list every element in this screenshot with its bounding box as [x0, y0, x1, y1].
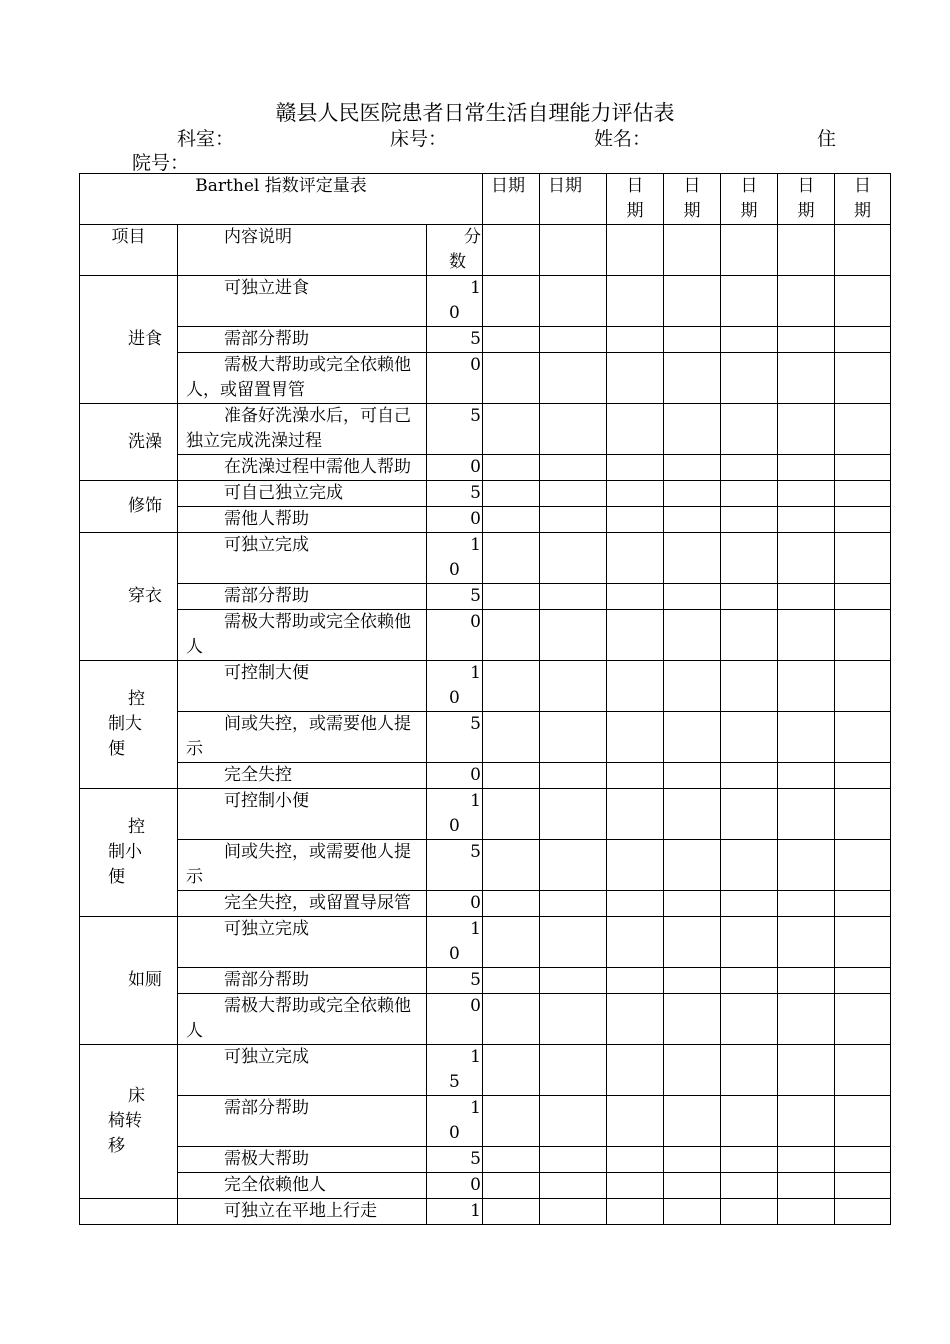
item-description: 可独立完成 — [178, 917, 427, 968]
table-row — [80, 276, 891, 327]
score-entry-cell[interactable] — [835, 1199, 891, 1225]
item-name-cell: 控制小便 — [80, 789, 178, 917]
score-entry-cell[interactable] — [540, 481, 607, 507]
table-row — [80, 891, 891, 917]
date-entry-cell[interactable] — [778, 225, 835, 276]
item-name-cell: 如厕 — [80, 917, 178, 1045]
score-value: 1 0 — [427, 789, 483, 840]
score-entry-cell[interactable] — [540, 610, 607, 661]
date-entry-cell[interactable] — [483, 225, 540, 276]
score-value: 1 0 — [427, 276, 483, 327]
table-row — [80, 353, 891, 404]
score-entry-cell[interactable] — [607, 276, 664, 327]
score-entry-cell[interactable] — [540, 1096, 607, 1147]
date-header: 日 期 — [778, 174, 835, 225]
item-name-cell: 控制大便 — [80, 661, 178, 789]
score-entry-cell[interactable] — [778, 891, 835, 917]
score-entry-cell[interactable] — [778, 1147, 835, 1173]
score-entry-cell[interactable] — [835, 840, 891, 891]
score-entry-cell[interactable] — [664, 968, 721, 994]
score-entry-cell[interactable] — [664, 789, 721, 840]
score-entry-cell[interactable] — [540, 533, 607, 584]
score-entry-cell[interactable] — [721, 533, 778, 584]
date-entry-cell[interactable] — [664, 225, 721, 276]
score-entry-cell[interactable] — [607, 1096, 664, 1147]
score-entry-cell[interactable] — [540, 1147, 607, 1173]
table-row — [80, 712, 891, 763]
date-header: 日期 — [483, 174, 540, 225]
table-row — [80, 1199, 891, 1225]
score-entry-cell[interactable] — [835, 507, 891, 533]
score-value: 1 0 — [427, 661, 483, 712]
score-value: 1 0 — [427, 533, 483, 584]
date-entry-cell[interactable] — [835, 225, 891, 276]
score-entry-cell[interactable] — [607, 840, 664, 891]
score-entry-cell[interactable] — [721, 276, 778, 327]
table-row — [80, 763, 891, 789]
score-entry-cell[interactable] — [607, 353, 664, 404]
score-entry-cell[interactable] — [778, 917, 835, 968]
score-entry-cell[interactable] — [721, 968, 778, 994]
dept-label: 科室： — [177, 128, 235, 150]
table-row — [80, 1096, 891, 1147]
score-entry-cell[interactable] — [778, 276, 835, 327]
table-row — [80, 1173, 891, 1199]
item-name-cell: 洗澡 — [80, 404, 178, 481]
score-entry-cell[interactable] — [540, 891, 607, 917]
score-entry-cell[interactable] — [607, 1147, 664, 1173]
score-entry-cell[interactable] — [664, 1173, 721, 1199]
score-entry-cell[interactable] — [778, 763, 835, 789]
score-entry-cell[interactable] — [721, 455, 778, 481]
score-entry-cell[interactable] — [778, 968, 835, 994]
bed-label: 床号： — [390, 128, 448, 150]
score-entry-cell[interactable] — [540, 276, 607, 327]
score-entry-cell[interactable] — [721, 584, 778, 610]
score-entry-cell[interactable] — [607, 533, 664, 584]
score-entry-cell[interactable] — [664, 763, 721, 789]
score-entry-cell[interactable] — [664, 1045, 721, 1096]
score-value: 5 — [427, 712, 483, 763]
score-entry-cell[interactable] — [607, 584, 664, 610]
score-entry-cell[interactable] — [483, 1045, 540, 1096]
score-value: 0 — [427, 994, 483, 1045]
score-entry-cell[interactable] — [721, 404, 778, 455]
score-entry-cell[interactable] — [540, 661, 607, 712]
score-entry-cell[interactable] — [483, 891, 540, 917]
page-title: 赣县人民医院患者日常生活自理能力评估表 — [275, 101, 675, 125]
score-entry-cell[interactable] — [607, 1173, 664, 1199]
item-description: 间或失控，或需要他人提示 — [178, 840, 427, 891]
score-entry-cell[interactable] — [540, 1045, 607, 1096]
score-entry-cell[interactable] — [835, 968, 891, 994]
item-description: 间或失控，或需要他人提示 — [178, 712, 427, 763]
score-entry-cell[interactable] — [835, 610, 891, 661]
score-entry-cell[interactable] — [835, 789, 891, 840]
score-value: 1 0 — [427, 917, 483, 968]
item-description: 需极大帮助或完全依赖他人，或留置胃管 — [178, 353, 427, 404]
score-entry-cell[interactable] — [778, 353, 835, 404]
score-entry-cell[interactable] — [483, 968, 540, 994]
date-header: 日 期 — [607, 174, 664, 225]
table-row — [80, 404, 891, 455]
score-entry-cell[interactable] — [607, 712, 664, 763]
table-row — [80, 917, 891, 968]
score-entry-cell[interactable] — [835, 327, 891, 353]
admission-no-label-part1: 住 — [817, 128, 837, 150]
score-value: 5 — [427, 327, 483, 353]
score-entry-cell[interactable] — [721, 1045, 778, 1096]
header-row-2 — [80, 225, 891, 276]
score-value: 5 — [427, 840, 483, 891]
date-entry-cell[interactable] — [540, 225, 607, 276]
score-entry-cell[interactable] — [721, 763, 778, 789]
table-row — [80, 840, 891, 891]
score-entry-cell[interactable] — [664, 327, 721, 353]
score-entry-cell[interactable] — [607, 891, 664, 917]
score-entry-cell[interactable] — [540, 455, 607, 481]
score-entry-cell[interactable] — [721, 789, 778, 840]
score-entry-cell[interactable] — [483, 1147, 540, 1173]
score-entry-cell[interactable] — [835, 1173, 891, 1199]
score-entry-cell[interactable] — [607, 789, 664, 840]
table-row — [80, 661, 891, 712]
score-value: 1 — [427, 1199, 483, 1225]
score-entry-cell[interactable] — [664, 1199, 721, 1225]
score-entry-cell[interactable] — [483, 533, 540, 584]
score-entry-cell[interactable] — [778, 327, 835, 353]
score-value: 0 — [427, 763, 483, 789]
item-description: 需他人帮助 — [178, 507, 427, 533]
score-entry-cell[interactable] — [721, 507, 778, 533]
score-entry-cell[interactable] — [483, 584, 540, 610]
score-entry-cell[interactable] — [664, 276, 721, 327]
score-entry-cell[interactable] — [835, 1096, 891, 1147]
score-entry-cell[interactable] — [540, 353, 607, 404]
score-entry-cell[interactable] — [664, 917, 721, 968]
score-value: 0 — [427, 455, 483, 481]
score-entry-cell[interactable] — [483, 610, 540, 661]
score-entry-cell[interactable] — [778, 404, 835, 455]
score-entry-cell[interactable] — [664, 533, 721, 584]
item-description: 准备好洗澡水后，可自己独立完成洗澡过程 — [178, 404, 427, 455]
score-value: 5 — [427, 968, 483, 994]
score-entry-cell[interactable] — [483, 455, 540, 481]
score-entry-cell[interactable] — [778, 481, 835, 507]
item-name-cell: 床椅转移 — [80, 1045, 178, 1199]
score-entry-cell[interactable] — [664, 840, 721, 891]
table-row — [80, 1147, 891, 1173]
table-row — [80, 610, 891, 661]
score-entry-cell[interactable] — [664, 584, 721, 610]
score-entry-cell[interactable] — [664, 481, 721, 507]
score-column-header: 分 数 — [427, 225, 483, 276]
score-value: 5 — [427, 584, 483, 610]
item-description: 完全依赖他人 — [178, 1173, 427, 1199]
score-entry-cell[interactable] — [835, 891, 891, 917]
score-entry-cell[interactable] — [540, 1173, 607, 1199]
item-description: 可自己独立完成 — [178, 481, 427, 507]
score-entry-cell[interactable] — [835, 584, 891, 610]
item-description: 可独立完成 — [178, 1045, 427, 1096]
score-entry-cell[interactable] — [483, 712, 540, 763]
score-entry-cell[interactable] — [721, 481, 778, 507]
score-entry-cell[interactable] — [483, 404, 540, 455]
date-entry-cell[interactable] — [607, 225, 664, 276]
score-entry-cell[interactable] — [607, 610, 664, 661]
score-entry-cell[interactable] — [540, 1199, 607, 1225]
score-entry-cell[interactable] — [483, 1096, 540, 1147]
score-entry-cell[interactable] — [721, 661, 778, 712]
score-entry-cell[interactable] — [721, 1199, 778, 1225]
score-entry-cell[interactable] — [721, 610, 778, 661]
item-description: 需部分帮助 — [178, 1096, 427, 1147]
table-row — [80, 327, 891, 353]
score-entry-cell[interactable] — [721, 840, 778, 891]
table-row — [80, 994, 891, 1045]
score-entry-cell[interactable] — [483, 917, 540, 968]
score-entry-cell[interactable] — [778, 1199, 835, 1225]
score-entry-cell[interactable] — [835, 1147, 891, 1173]
score-entry-cell[interactable] — [835, 404, 891, 455]
item-column-header: 项目 — [80, 225, 178, 276]
score-entry-cell[interactable] — [664, 891, 721, 917]
score-entry-cell[interactable] — [721, 891, 778, 917]
score-entry-cell[interactable] — [835, 533, 891, 584]
score-entry-cell[interactable] — [607, 455, 664, 481]
score-entry-cell[interactable] — [835, 455, 891, 481]
score-entry-cell[interactable] — [778, 610, 835, 661]
date-entry-cell[interactable] — [721, 225, 778, 276]
score-entry-cell[interactable] — [483, 1199, 540, 1225]
score-entry-cell[interactable] — [664, 404, 721, 455]
score-entry-cell[interactable] — [540, 840, 607, 891]
score-entry-cell[interactable] — [540, 968, 607, 994]
item-name-cell: 穿衣 — [80, 533, 178, 661]
score-entry-cell[interactable] — [721, 917, 778, 968]
score-entry-cell[interactable] — [607, 1045, 664, 1096]
score-entry-cell[interactable] — [483, 661, 540, 712]
score-value: 1 5 — [427, 1045, 483, 1096]
score-entry-cell[interactable] — [483, 840, 540, 891]
score-entry-cell[interactable] — [664, 712, 721, 763]
score-entry-cell[interactable] — [540, 917, 607, 968]
score-entry-cell[interactable] — [607, 481, 664, 507]
item-description: 可独立在平地上行走 — [178, 1199, 427, 1225]
item-name-cell: 修饰 — [80, 481, 178, 533]
table-row — [80, 533, 891, 584]
score-entry-cell[interactable] — [607, 763, 664, 789]
item-description: 需部分帮助 — [178, 968, 427, 994]
item-description: 需极大帮助或完全依赖他人 — [178, 994, 427, 1045]
date-header: 日期 — [540, 174, 607, 225]
item-description: 完全失控 — [178, 763, 427, 789]
score-entry-cell[interactable] — [540, 789, 607, 840]
score-entry-cell[interactable] — [778, 840, 835, 891]
score-entry-cell[interactable] — [778, 789, 835, 840]
score-value: 5 — [427, 481, 483, 507]
scale-title-cell: Barthel 指数评定量表 — [80, 174, 483, 225]
date-header: 日 期 — [835, 174, 891, 225]
score-entry-cell[interactable] — [607, 994, 664, 1045]
score-entry-cell[interactable] — [664, 1096, 721, 1147]
score-value: 0 — [427, 507, 483, 533]
item-name-cell: 进食 — [80, 276, 178, 404]
score-value: 5 — [427, 404, 483, 455]
score-entry-cell[interactable] — [540, 507, 607, 533]
score-entry-cell[interactable] — [835, 917, 891, 968]
table-row — [80, 1045, 891, 1096]
score-entry-cell[interactable] — [483, 507, 540, 533]
score-entry-cell[interactable] — [835, 481, 891, 507]
item-name-cell — [80, 1199, 178, 1225]
item-description: 需极大帮助 — [178, 1147, 427, 1173]
score-entry-cell[interactable] — [835, 763, 891, 789]
score-entry-cell[interactable] — [835, 661, 891, 712]
score-entry-cell[interactable] — [483, 481, 540, 507]
score-value: 0 — [427, 610, 483, 661]
score-entry-cell[interactable] — [778, 994, 835, 1045]
score-value: 0 — [427, 353, 483, 404]
item-description: 可独立进食 — [178, 276, 427, 327]
score-entry-cell[interactable] — [835, 276, 891, 327]
table-row — [80, 968, 891, 994]
score-entry-cell[interactable] — [540, 584, 607, 610]
score-entry-cell[interactable] — [664, 455, 721, 481]
item-description: 可独立完成 — [178, 533, 427, 584]
patient-name-label: 姓名： — [594, 128, 652, 150]
score-entry-cell[interactable] — [778, 661, 835, 712]
score-entry-cell[interactable] — [664, 610, 721, 661]
score-entry-cell[interactable] — [721, 712, 778, 763]
score-entry-cell[interactable] — [540, 327, 607, 353]
score-value: 5 — [427, 1147, 483, 1173]
score-entry-cell[interactable] — [540, 712, 607, 763]
item-description: 需部分帮助 — [178, 584, 427, 610]
score-entry-cell[interactable] — [540, 994, 607, 1045]
score-entry-cell[interactable] — [835, 1045, 891, 1096]
score-entry-cell[interactable] — [778, 1173, 835, 1199]
table-row — [80, 789, 891, 840]
score-entry-cell[interactable] — [483, 789, 540, 840]
score-entry-cell[interactable] — [664, 994, 721, 1045]
score-entry-cell[interactable] — [778, 712, 835, 763]
score-entry-cell[interactable] — [664, 661, 721, 712]
score-entry-cell[interactable] — [664, 507, 721, 533]
score-entry-cell[interactable] — [607, 507, 664, 533]
score-entry-cell[interactable] — [607, 1199, 664, 1225]
desc-column-header: 内容说明 — [178, 225, 427, 276]
score-entry-cell[interactable] — [664, 1147, 721, 1173]
score-entry-cell[interactable] — [540, 404, 607, 455]
score-entry-cell[interactable] — [778, 455, 835, 481]
score-entry-cell[interactable] — [721, 1096, 778, 1147]
date-header: 日 期 — [721, 174, 778, 225]
date-header: 日 期 — [664, 174, 721, 225]
score-entry-cell[interactable] — [483, 276, 540, 327]
score-entry-cell[interactable] — [607, 404, 664, 455]
score-entry-cell[interactable] — [835, 994, 891, 1045]
item-description: 可控制小便 — [178, 789, 427, 840]
score-entry-cell[interactable] — [835, 353, 891, 404]
score-entry-cell[interactable] — [778, 1096, 835, 1147]
item-description: 需极大帮助或完全依赖他人 — [178, 610, 427, 661]
score-entry-cell[interactable] — [483, 763, 540, 789]
score-entry-cell[interactable] — [721, 327, 778, 353]
score-entry-cell[interactable] — [607, 661, 664, 712]
item-description: 在洗澡过程中需他人帮助 — [178, 455, 427, 481]
item-description: 需部分帮助 — [178, 327, 427, 353]
score-entry-cell[interactable] — [483, 994, 540, 1045]
score-entry-cell[interactable] — [483, 353, 540, 404]
score-entry-cell[interactable] — [607, 917, 664, 968]
table-row — [80, 507, 891, 533]
score-entry-cell[interactable] — [664, 353, 721, 404]
score-value: 1 0 — [427, 1096, 483, 1147]
score-entry-cell[interactable] — [483, 1173, 540, 1199]
table-row — [80, 481, 891, 507]
item-description: 可控制大便 — [178, 661, 427, 712]
score-entry-cell[interactable] — [607, 968, 664, 994]
score-entry-cell[interactable] — [540, 763, 607, 789]
score-entry-cell[interactable] — [483, 327, 540, 353]
score-entry-cell[interactable] — [778, 507, 835, 533]
score-entry-cell[interactable] — [778, 584, 835, 610]
score-entry-cell[interactable] — [778, 533, 835, 584]
score-entry-cell[interactable] — [721, 994, 778, 1045]
header-row-1 — [80, 174, 891, 225]
score-entry-cell[interactable] — [607, 327, 664, 353]
score-entry-cell[interactable] — [721, 353, 778, 404]
score-entry-cell[interactable] — [778, 1045, 835, 1096]
score-value: 0 — [427, 891, 483, 917]
score-value: 0 — [427, 1173, 483, 1199]
item-description: 完全失控，或留置导尿管 — [178, 891, 427, 917]
score-entry-cell[interactable] — [721, 1147, 778, 1173]
table-row — [80, 584, 891, 610]
admission-no-label-part2: 院号： — [132, 152, 190, 174]
barthel-table — [79, 173, 891, 1225]
score-entry-cell[interactable] — [835, 712, 891, 763]
table-row — [80, 455, 891, 481]
score-entry-cell[interactable] — [721, 1173, 778, 1199]
